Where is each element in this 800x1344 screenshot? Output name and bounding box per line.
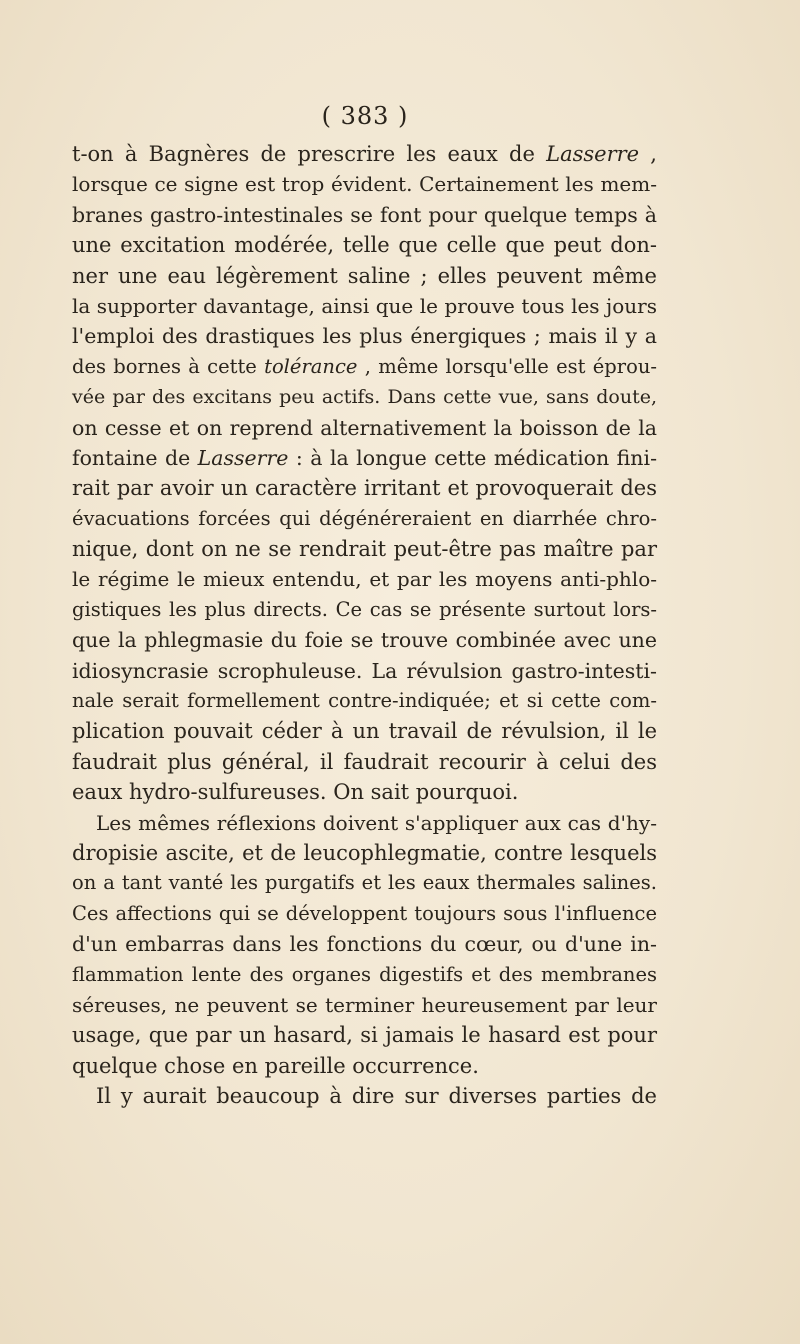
text-line xyxy=(72,382,657,412)
text-line xyxy=(72,321,657,351)
text-line xyxy=(72,443,657,473)
line-text: l'emploi des drastiques les plus énergiques ; mais il y a xyxy=(72,324,657,349)
line-text: rait par avoir un caractère irritant et provoquerait des xyxy=(72,476,657,501)
text-line xyxy=(72,899,657,929)
line-text: nique, dont on ne se rendrait peut-être pas maître par xyxy=(72,537,657,562)
italic-text: tolérance xyxy=(264,354,358,378)
text-line xyxy=(72,1020,657,1050)
body-text xyxy=(72,139,657,1112)
text-line xyxy=(72,473,657,503)
line-text: fontaine de xyxy=(72,445,198,470)
text-line xyxy=(72,413,657,443)
line-text: vée par des excitans peu actifs. Dans cette vue, sans doute, xyxy=(72,386,657,409)
text-line xyxy=(72,1051,657,1081)
line-text: dropisie ascite, et de leucophlegmatie, contre lesquels xyxy=(72,840,657,865)
line-text: lorsque ce signe est trop évident. Certainement les mem- xyxy=(72,172,657,197)
text-line xyxy=(72,169,657,199)
text-line xyxy=(72,595,657,625)
line-text: d'un embarras dans les fonctions du cœur, ou d'une in- xyxy=(72,932,657,957)
line-text: faudrait plus général, il faudrait recourir à celui des xyxy=(72,749,657,774)
text-line xyxy=(72,686,657,716)
line-text: ner une eau légèrement saline ; elles peuvent même xyxy=(72,263,657,288)
text-line xyxy=(72,504,657,534)
text-line xyxy=(72,139,657,169)
line-text: , xyxy=(639,142,657,166)
text-line xyxy=(72,564,657,594)
text-line xyxy=(72,291,657,321)
text-line xyxy=(72,656,657,686)
text-line xyxy=(72,534,657,564)
text-line xyxy=(72,230,657,260)
line-text: gistiques les plus directs. Ce cas se présente surtout lors- xyxy=(72,597,657,621)
text-line xyxy=(72,1081,657,1111)
italic-text: Lasserre xyxy=(546,142,640,166)
line-text: Les mêmes réflexions doivent s'appliquer aux cas d'hy- xyxy=(96,810,657,835)
line-text: une excitation modérée, telle que celle que peut don- xyxy=(72,233,657,258)
line-text: la supporter davantage, ainsi que le prouve tous les jours xyxy=(72,293,657,318)
text-line xyxy=(72,747,657,777)
text-line xyxy=(72,929,657,959)
text-line xyxy=(72,808,657,838)
line-text: , même lorsqu'elle est éprou- xyxy=(357,354,657,378)
line-text: Il y aurait beaucoup à dire sur diverses parties de xyxy=(96,1084,657,1109)
line-text: on cesse et on reprend alternativement la boisson de la xyxy=(72,415,657,440)
italic-text: Lasserre xyxy=(197,445,289,470)
line-text: des bornes à cette xyxy=(72,354,265,378)
text-line xyxy=(72,868,657,898)
line-text: le régime le mieux entendu, et par les moyens anti-phlo- xyxy=(72,567,657,592)
text-line xyxy=(72,716,657,746)
line-text: t-on à Bagnères de prescrire les eaux de xyxy=(72,142,547,166)
line-text: nale serait formellement contre-indiquée; et si cette com- xyxy=(72,689,657,713)
line-text: Ces affections qui se développent toujours sous l'influence xyxy=(72,901,657,925)
line-text: idiosyncrasie scrophuleuse. La révulsion gastro-intesti- xyxy=(72,658,657,683)
text-line xyxy=(72,838,657,868)
line-text: on a tant vanté les purgatifs et les eaux thermales salines. xyxy=(72,871,657,895)
text-line xyxy=(72,352,657,382)
line-text: usage, que par un hasard, si jamais le hasard est pour xyxy=(72,1023,657,1048)
line-text: branes gastro-intestinales se font pour quelque temps à xyxy=(72,202,657,227)
text-line xyxy=(72,200,657,230)
text-line xyxy=(72,960,657,990)
line-text: : à la longue cette médication fini- xyxy=(288,445,657,470)
line-text: plication pouvait céder à un travail de révulsion, il le xyxy=(72,719,657,744)
text-line xyxy=(72,990,657,1020)
text-line xyxy=(72,625,657,655)
text-line xyxy=(72,261,657,291)
line-text: flammation lente des organes digestifs et des membranes xyxy=(72,962,657,986)
page-number: ( 383 ) xyxy=(321,102,409,130)
line-text: que la phlegmasie du foie se trouve combinée avec une xyxy=(72,628,657,653)
text-line xyxy=(72,777,657,807)
line-text: séreuses, ne peuvent se terminer heureusement par leur xyxy=(72,992,657,1017)
line-text: quelque chose en pareille occurrence. xyxy=(72,1053,479,1078)
line-text: eaux hydro-sulfureuses. On sait pourquoi. xyxy=(72,780,519,805)
line-text: évacuations forcées qui dégénéreraient en diarrhée chro- xyxy=(72,506,657,530)
